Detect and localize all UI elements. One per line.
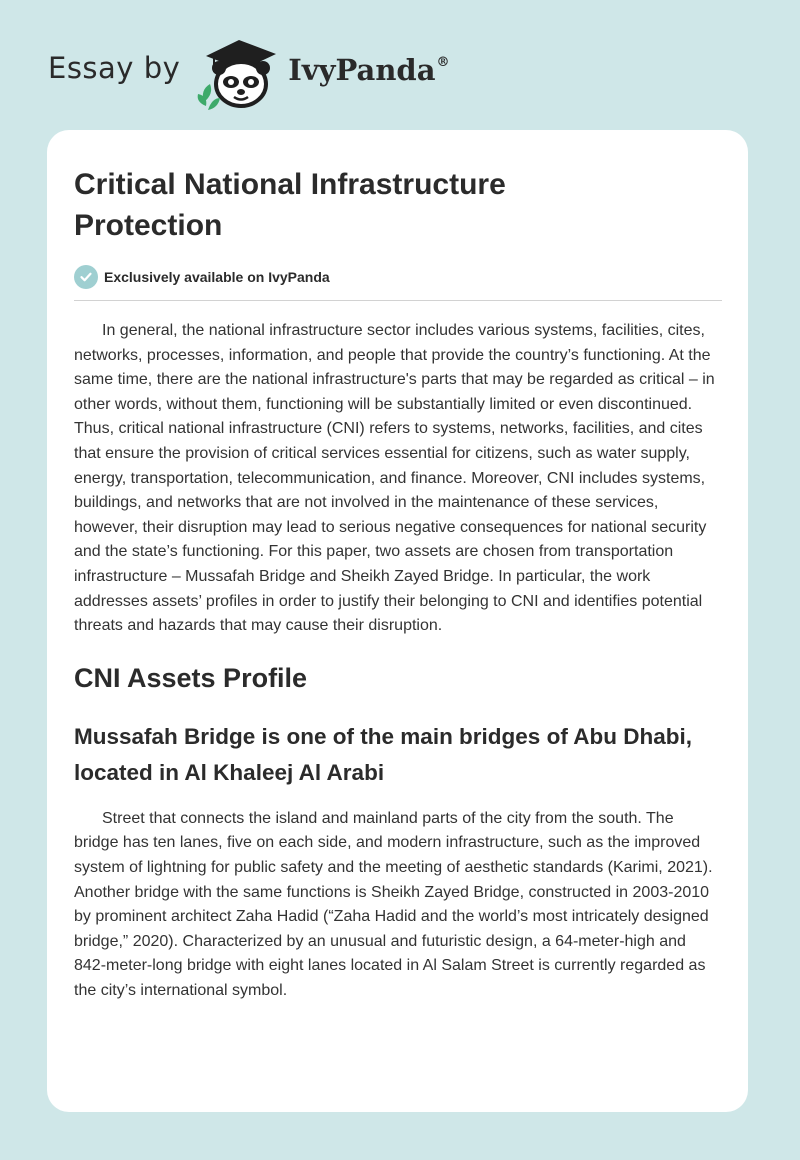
article-content [74, 164, 722, 1003]
check-circle-icon [74, 265, 98, 289]
intro-paragraph: In general, the national infrastructure sector includes various systems, facilities, cites, networks, processes, information, and people that provide the country’s functioning. At the same time, there are the national infrastructure's parts that may be regarded as critical – in other words, without them, functioning will be substantially limited or even discontinued. Thus, critical national infrastructure (CNI) refers to systems, networks, facilities, and cites that ensure the provision of critical services essential for citizens, such as water supply, energy, transportation, telecommunication, and finance. Moreover, CNI includes systems, buildings, and networks that are not involved in the maintenance of these services, however, their disruption may lead to serious negative consequences for national security and the state’s functioning. For this paper, two assets are chosen from transportation infrastructure – Mussafah Bridge and Sheikh Zayed Bridge. In particular, the work addresses assets’ profiles in order to justify their belonging to CNI and identifies potential threats and hazards that may cause their disruption. [74, 322, 715, 635]
exclusive-text: Exclusively available on IvyPanda [104, 269, 330, 285]
brand-name: IvyPanda® [288, 53, 450, 87]
article-title: Critical National Infrastructure Protection [74, 168, 506, 242]
body-paragraph: Street that connects the island and mainland parts of the city from the south. The bridge has ten lanes, five on each side, and modern infrastructure, such as the improved system of lightning for public safety and the meeting of aesthetic standards (Karimi, 2021). Another bridge with the same functions is Sheikh Zayed Bridge, constructed in 2003-2010 by prominent architect Zaha Hadid (“Zaha Hadid and the world’s most intricately designed bridge,” 2020). Characterized by an unusual and futuristic design, a 64-meter-high and 842-meter-long bridge with eight lanes located in Al Salam Street is currently regarded as the city’s international symbol. [74, 809, 713, 999]
title-divider [74, 300, 722, 301]
brand-prefix: Essay by [48, 51, 181, 85]
panda-graduate-icon [194, 32, 284, 112]
exclusive-badge [74, 264, 722, 290]
article-card [47, 130, 748, 1112]
brand-header[interactable] [48, 32, 450, 112]
section-heading: CNI Assets Profile [74, 662, 308, 693]
subsection-heading: Mussafah Bridge is one of the main bridges of Abu Dhabi, located in Al Khaleej Al Arabi [74, 723, 692, 785]
